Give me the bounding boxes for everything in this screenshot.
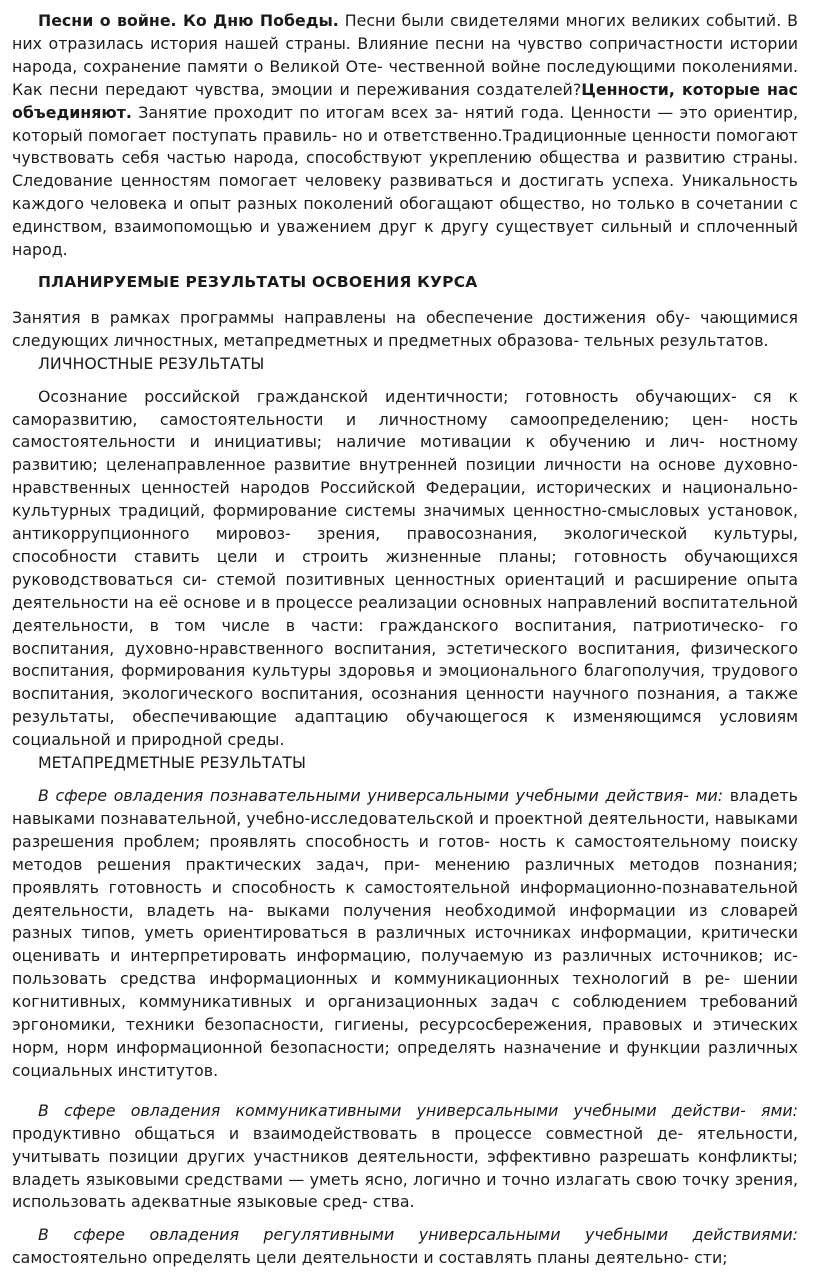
communicative-actions-paragraph (12, 1100, 798, 1215)
meta-results-heading: МЕТАПРЕДМЕТНЫЕ РЕЗУЛЬТАТЫ (38, 753, 306, 773)
topic-text-songs-about-war: Песни были свидетелями многих великих событий. В них отразилась история нашей страны. Влияние песни на чувство сопричастности истории народа, сохранение памяти о Великой Оте- чественной войне последующими поколениями. Как песни передают чувства, эмоции и переживания создателей? (12, 11, 798, 99)
communicative-actions-lead: В сфере овладения коммуникативными универсальными учебными действи- ями: (38, 1100, 798, 1120)
cognitive-actions-paragraph (12, 785, 798, 1083)
regulative-actions-lead: В сфере овладения регулятивными универсальными учебными действиями: (38, 1225, 798, 1245)
personal-results-text: Осознание российской гражданской идентичности; готовность обучающих- ся к саморазвитию, самостоятельности и личностному самоопределению; цен- ность самостоятельности и инициативы; наличие мотивации к обучению и лич- ностному развитию; целенаправленное развитие внутренней позиции личности на основе духовно-нравственных ценностей народов Российской Федерации, исторических и национально-культурных традиций, формирование системы значимых ценностно-смысловых установок, антикоррупционного мировоз- зрения, правосознания, экологической культуры, способности ставить цели и строить жизненные планы; готовность обучающихся руководствоваться си- стемой позитивных ценностных ориентаций и расширение опыта деятельности на её основе и в процессе реализации основных направлений воспитательной деятельности, в том числе в части: гражданского воспитания, патриотическо- го воспитания, духовно-нравственного воспитания, эстетического воспитания, физического воспитания, формирования культуры здоровья и эмоционального благополучия, трудового воспитания, экологического воспитания, осознания ценности научного познания, а также результаты, обеспечивающие адаптацию обучающегося к изменяющимся условиям социальной и природной среды. (12, 386, 798, 750)
regulative-actions-paragraph (12, 1224, 798, 1270)
topic-title-shared-values: Ценности, которые нас объединяют. (12, 79, 798, 122)
cognitive-actions-lead: В сфере овладения познавательными универсальными учебными действия- ми: (38, 786, 724, 805)
regulative-actions-text: самостоятельно определять цели деятельности и составлять планы деятельно- сти; (12, 1248, 728, 1268)
topic-title-songs-about-war: Песни о войне. Ко Дню Победы. (38, 11, 339, 30)
personal-results-heading: ЛИЧНОСТНЫЕ РЕЗУЛЬТАТЫ (38, 353, 265, 373)
intro-paragraph (12, 10, 798, 262)
communicative-actions-text: продуктивно общаться и взаимодействовать в процессе совместной де- ятельности, учитывать позиции других участников деятельности, эффективно разрешать конфликты; владеть языковыми средствами — уметь ясно, логично и точно излагать свою точку зрения, использовать адекватные языковые сред- ства. (12, 1123, 798, 1212)
planned-results-heading: ПЛАНИРУЕМЫЕ РЕЗУЛЬТАТЫ ОСВОЕНИЯ КУРСА (38, 272, 478, 291)
planned-results-intro: Занятия в рамках программы направлены на обеспечение достижения обу- чающимися следующих личностных, метапредметных и предметных образова- тельных результатов. (12, 307, 798, 350)
cognitive-actions-text: владеть навыками познавательной, учебно-исследовательской и проектной деятельности, навыками разрешения проблем; проявлять способность и готов- ность к самостоятельному поиску методов решения практических задач, при- менению различных методов познания; проявлять готовность и способность к самостоятельной информационно-познавательной деятельности, владеть на- выками получения необходимой информации из словарей разных типов, уметь ориентироваться в различных источниках информации, критически оценивать и интерпретировать информацию, получаемую из различных источников; ис- пользовать средства информационных и коммуникационных технологий в ре- шении когнитивных, коммуникативных и организационных задач с соблюдением требований эргономики, техники безопасности, гигиены, ресурсосбережения, правовых и этических норм, норм информационной безопасности; определять назначение и функции различных социальных институтов. (12, 786, 798, 1080)
topic-text-shared-values: Занятие проходит по итогам всех за- нятий года. Ценности — это ориентир, который помогает поступать правиль- но и ответственно.Традиционные ценности помогают чувствовать себя частью народа, способствуют укреплению общества и развитию страны. Следование ценностям помогает человеку развиваться и достигать успеха. Уникальность каждого человека и опыт разных поколений обогащают общество, но только в сочетании с единством, взаимопомощью и уважением друг к другу существует сильный и сплоченный народ. (12, 102, 798, 260)
